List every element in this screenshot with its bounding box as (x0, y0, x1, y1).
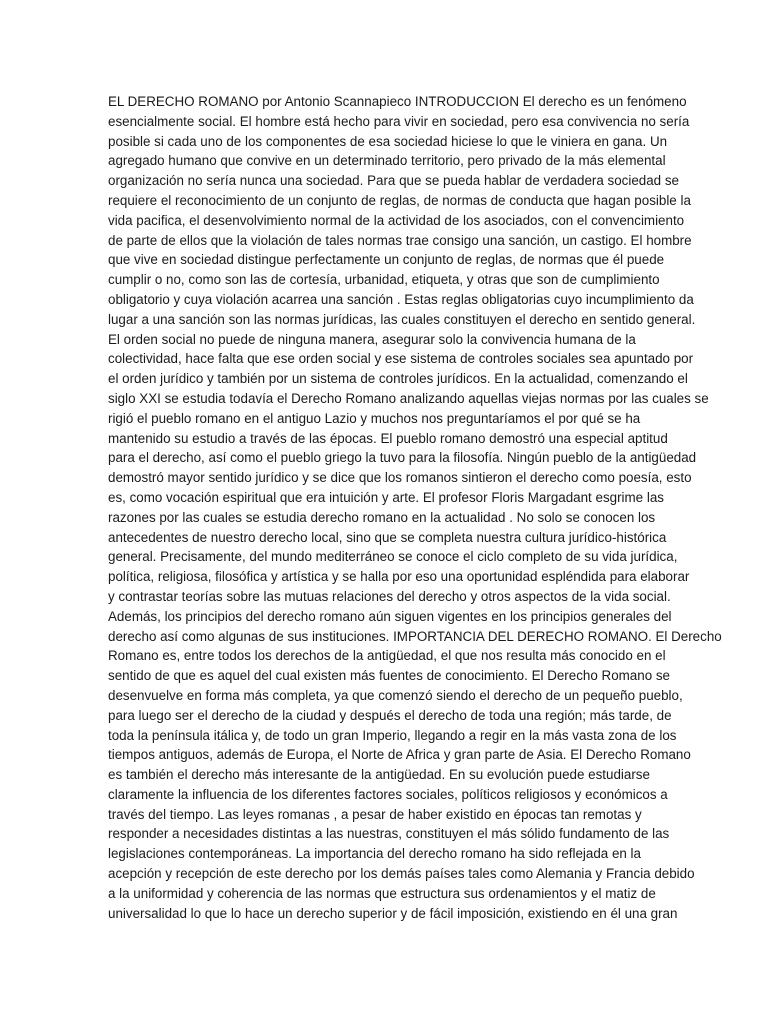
text-line: a la uniformidad y coherencia de las normas que estructura sus ordenamientos y el matiz de (108, 885, 656, 901)
text-line: antecedentes de nuestro derecho local, sino que se completa nuestra cultura jurídico-histórica (108, 529, 667, 545)
text-line: obligatorio y cuya violación acarrea una sanción . Estas reglas obligatorias cuyo incumplimiento da (108, 291, 694, 307)
text-line: para el derecho, así como el pueblo griego la tuvo para la filosofía. Ningún pueblo de la antigüedad (108, 450, 697, 466)
text-line: agregado humano que convive en un determinado territorio, pero privado de la más elemental (108, 153, 666, 169)
text-line: razones por las cuales se estudia derecho romano en la actualidad . No solo se conocen los (108, 509, 656, 525)
text-line: colectividad, hace falta que ese orden social y ese sistema de controles sociales sea apuntado por (108, 351, 694, 367)
text-line: el orden jurídico y también por un sistema de controles jurídicos. En la actualidad, comenzando el (108, 371, 688, 387)
text-line: Romano es, entre todos los derechos de la antigüedad, el que nos resulta más conocido en el (108, 648, 666, 664)
text-line: derecho así como algunas de sus instituciones. IMPORTANCIA DEL DERECHO ROMANO. El Derecho (108, 628, 722, 644)
text-line: organización no sería nunca una sociedad. Para que se pueda hablar de verdadera sociedad se (108, 173, 679, 189)
text-line: vida pacifica, el desenvolvimiento normal de la actividad de los asociados, con el convencimiento (108, 212, 685, 228)
text-line: esencialmente social. El hombre está hecho para vivir en sociedad, pero esa convivencia no sería (108, 113, 690, 129)
text-line: mantenido su estudio a través de las épocas. El pueblo romano demostró una especial aptitud (108, 430, 668, 446)
text-line: acepción y recepción de este derecho por los demás países tales como Alemania y Francia debido (108, 866, 695, 882)
text-line: general. Precisamente, del mundo mediterráneo se conoce el ciclo completo de su vida jurídica, (108, 549, 678, 565)
text-line: rigió el pueblo romano en el antiguo Lazio y muchos nos preguntaríamos el por qué se ha (108, 410, 641, 426)
text-line: es también el derecho más interesante de la antigüedad. En su evolución puede estudiarse (108, 767, 650, 783)
text-line: posible si cada uno de los componentes de esa sociedad hiciese lo que le viniera en gana. Un (108, 133, 668, 149)
text-line: través del tiempo. Las leyes romanas , a pesar de haber existido en épocas tan remotas y (108, 806, 642, 822)
text-line: legislaciones contemporáneas. La importancia del derecho romano ha sido reflejada en la (108, 846, 641, 862)
text-line: y contrastar teorías sobre las mutuas relaciones del derecho y otros aspectos de la vida social. (108, 588, 671, 604)
text-line: responder a necesidades distintas a las nuestras, constituyen el más sólido fundamento de las (108, 826, 670, 842)
text-line: que vive en sociedad distingue perfectamente un conjunto de reglas, de normas que él puede (108, 252, 665, 268)
text-line: política, religiosa, filosófica y artística y se halla por eso una oportunidad espléndida para elaborar (108, 569, 690, 585)
text-line: desenvuelve en forma más completa, ya que comenzó siendo el derecho de un pequeño pueblo, (108, 687, 683, 703)
text-line: cumplir o no, como son las de cortesía, urbanidad, etiqueta, y otras que son de cumplimiento (108, 272, 660, 288)
text-line: universalidad lo que lo hace un derecho superior y de fácil imposición, existiendo en él una gran (108, 905, 678, 921)
text-line: es, como vocación espiritual que era intuición y arte. El profesor Floris Margadant esgrime las (108, 489, 664, 505)
text-line: toda la península itálica y, de todo un gran Imperio, llegando a regir en la más vasta zona de los (108, 727, 677, 743)
text-line: claramente la influencia de los diferentes factores sociales, políticos religiosos y económicos a (108, 786, 668, 802)
text-line: tiempos antiguos, además de Europa, el Norte de Africa y gran parte de Asia. El Derecho Romano (108, 747, 691, 763)
text-line: Además, los principios del derecho romano aún siguen vigentes en los principios generales del (108, 608, 672, 624)
text-line: EL DERECHO ROMANO por Antonio Scannapieco INTRODUCCION El derecho es un fenómeno (108, 94, 687, 109)
text-line: sentido de que es aquel del cual existen más fuentes de conocimiento. El Derecho Romano se (108, 668, 671, 684)
text-line: El orden social no puede de ninguna manera, asegurar solo la convivencia humana de la (108, 331, 636, 347)
document-body (108, 92, 722, 923)
text-line: demostró mayor sentido jurídico y se dice que los romanos sintieron el derecho como poesía, esto (108, 470, 692, 486)
text-line: siglo XXI se estudia todavía el Derecho Romano analizando aquellas viejas normas por las cuales se (108, 390, 709, 406)
text-line: lugar a una sanción son las normas jurídicas, las cuales constituyen el derecho en sentido general. (108, 311, 696, 327)
text-line: requiere el reconocimiento de un conjunto de reglas, de normas de conducta que hagan posible la (108, 192, 691, 208)
text-line: para luego ser el derecho de la ciudad y después el derecho de toda una región; más tarde, de (108, 707, 672, 723)
text-line: de parte de ellos que la violación de tales normas trae consigo una sanción, un castigo. El hombre (108, 232, 692, 248)
